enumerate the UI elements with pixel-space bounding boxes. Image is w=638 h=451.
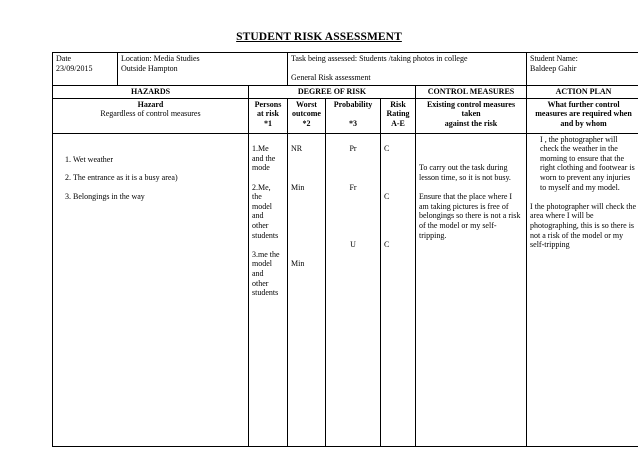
header-persons xyxy=(249,98,288,133)
header-rating xyxy=(381,98,416,133)
header-rating-line-3: A-E xyxy=(391,118,405,128)
info-row xyxy=(53,53,638,86)
probability-cell xyxy=(326,133,381,446)
persons-text: and the xyxy=(252,153,276,163)
worst-outcome-value: Min xyxy=(291,259,305,269)
header-worst-line-3: *2 xyxy=(302,118,311,128)
header-rating-line-1: Risk xyxy=(390,99,406,109)
header-hazard-title: Hazard xyxy=(137,99,164,109)
worst-outcome-cell xyxy=(288,133,326,446)
header-hazard xyxy=(53,98,249,133)
persons-text: model xyxy=(252,259,272,269)
task-cell xyxy=(288,53,527,86)
persons-text: other xyxy=(252,220,269,230)
date-cell xyxy=(53,53,118,86)
persons-text: other xyxy=(252,278,269,288)
section-action-plan: ACTION PLAN xyxy=(527,86,638,99)
hazard-item: 1. Wet weather xyxy=(73,155,245,165)
probability-value: Fr xyxy=(349,182,357,192)
document-title: STUDENT RISK ASSESSMENT xyxy=(236,31,402,43)
header-hazard-sub: Regardless of control measures xyxy=(100,109,201,119)
section-hazards: HAZARDS xyxy=(53,86,249,99)
location-cell xyxy=(118,53,288,86)
header-probability xyxy=(326,98,381,133)
risk-rating-cell xyxy=(381,133,416,446)
student-cell xyxy=(527,53,638,86)
worst-outcome-value: Min xyxy=(291,182,305,192)
persons-text: and xyxy=(252,268,264,278)
persons-text: students xyxy=(252,230,279,240)
header-probability-line-1: Probability xyxy=(333,99,373,109)
probability-value: U xyxy=(350,240,356,250)
persons-text: students xyxy=(252,288,279,298)
existing-control-text: To carry out the task during lesson time, so it is not busy. xyxy=(419,163,511,182)
date-value: 23/09/2015 xyxy=(56,63,93,73)
persons-text: and xyxy=(252,211,264,221)
header-persons-line-3: *1 xyxy=(264,118,272,128)
probability-value: Pr xyxy=(349,144,357,154)
header-existing-line-2: against the risk xyxy=(444,118,498,128)
hazard-item: 3. Belongings in the way xyxy=(73,192,245,202)
header-rating-line-2: Rating xyxy=(386,109,410,119)
header-worst xyxy=(288,98,326,133)
section-control-measures: CONTROL MEASURES xyxy=(416,86,527,99)
persons-text: 1.Me xyxy=(252,144,269,154)
persons-text: the xyxy=(252,192,262,202)
location-line-1: Location: Media Studies xyxy=(121,54,200,63)
header-worst-line-2: outcome xyxy=(292,109,321,119)
persons-cell xyxy=(249,133,288,446)
hazard-list xyxy=(56,155,245,202)
header-persons-line-1: Persons xyxy=(254,99,282,109)
student-value: Baldeep Gahir xyxy=(530,63,577,73)
header-probability-line-3: *3 xyxy=(349,118,357,128)
task-line-1: Task being assessed: Students /taking photos in college xyxy=(291,54,468,63)
header-existing-control xyxy=(416,98,527,133)
student-label: Student Name: xyxy=(530,54,578,63)
persons-text: model xyxy=(252,201,272,211)
worst-outcome-value: NR xyxy=(291,144,303,154)
persons-text: mode xyxy=(252,163,270,173)
hazard-item: 2. The entrance as it is a busy area) xyxy=(73,173,245,183)
task-line-2: General Risk assessment xyxy=(291,73,371,83)
header-existing-line-1: Existing control measures taken xyxy=(426,99,516,119)
further-control-text: I , the photographer will check the weather in the morning to ensure that the right clothing and footwear is worn to prevent any injuries to myself and my model. xyxy=(540,134,635,192)
content-row xyxy=(53,133,638,446)
header-persons-line-2: at risk xyxy=(257,109,279,119)
further-control-cell xyxy=(527,133,638,446)
section-row xyxy=(53,86,638,99)
header-further-line-2: measures are required when xyxy=(535,109,632,119)
date-label: Date xyxy=(56,54,72,63)
existing-control-text: Ensure that the place where I am taking pictures is free of belongings so there is not a risk of the model or my self-tripping. xyxy=(419,192,521,240)
risk-rating-value: C xyxy=(384,144,390,154)
risk-assessment-table xyxy=(52,52,638,447)
existing-control-cell xyxy=(416,133,527,446)
location-line-2: Outside Hampton xyxy=(121,63,178,73)
persons-text: 2.Me, xyxy=(252,182,271,192)
risk-rating-value: C xyxy=(384,192,390,202)
hazards-cell xyxy=(53,133,249,446)
header-further-control xyxy=(527,98,638,133)
further-control-text: I the photographer will check the area where I will be photographing, this is so there is not a risk of the model or my self-tripping xyxy=(530,201,636,250)
section-degree-of-risk: DEGREE OF RISK xyxy=(249,86,416,99)
header-worst-line-1: Worst xyxy=(296,99,317,109)
risk-rating-value: C xyxy=(384,240,390,250)
header-further-line-3: and by whom xyxy=(560,118,607,128)
persons-text: 3.me the xyxy=(252,249,280,259)
header-further-line-1: What further control xyxy=(547,99,620,109)
header-row xyxy=(53,98,638,133)
